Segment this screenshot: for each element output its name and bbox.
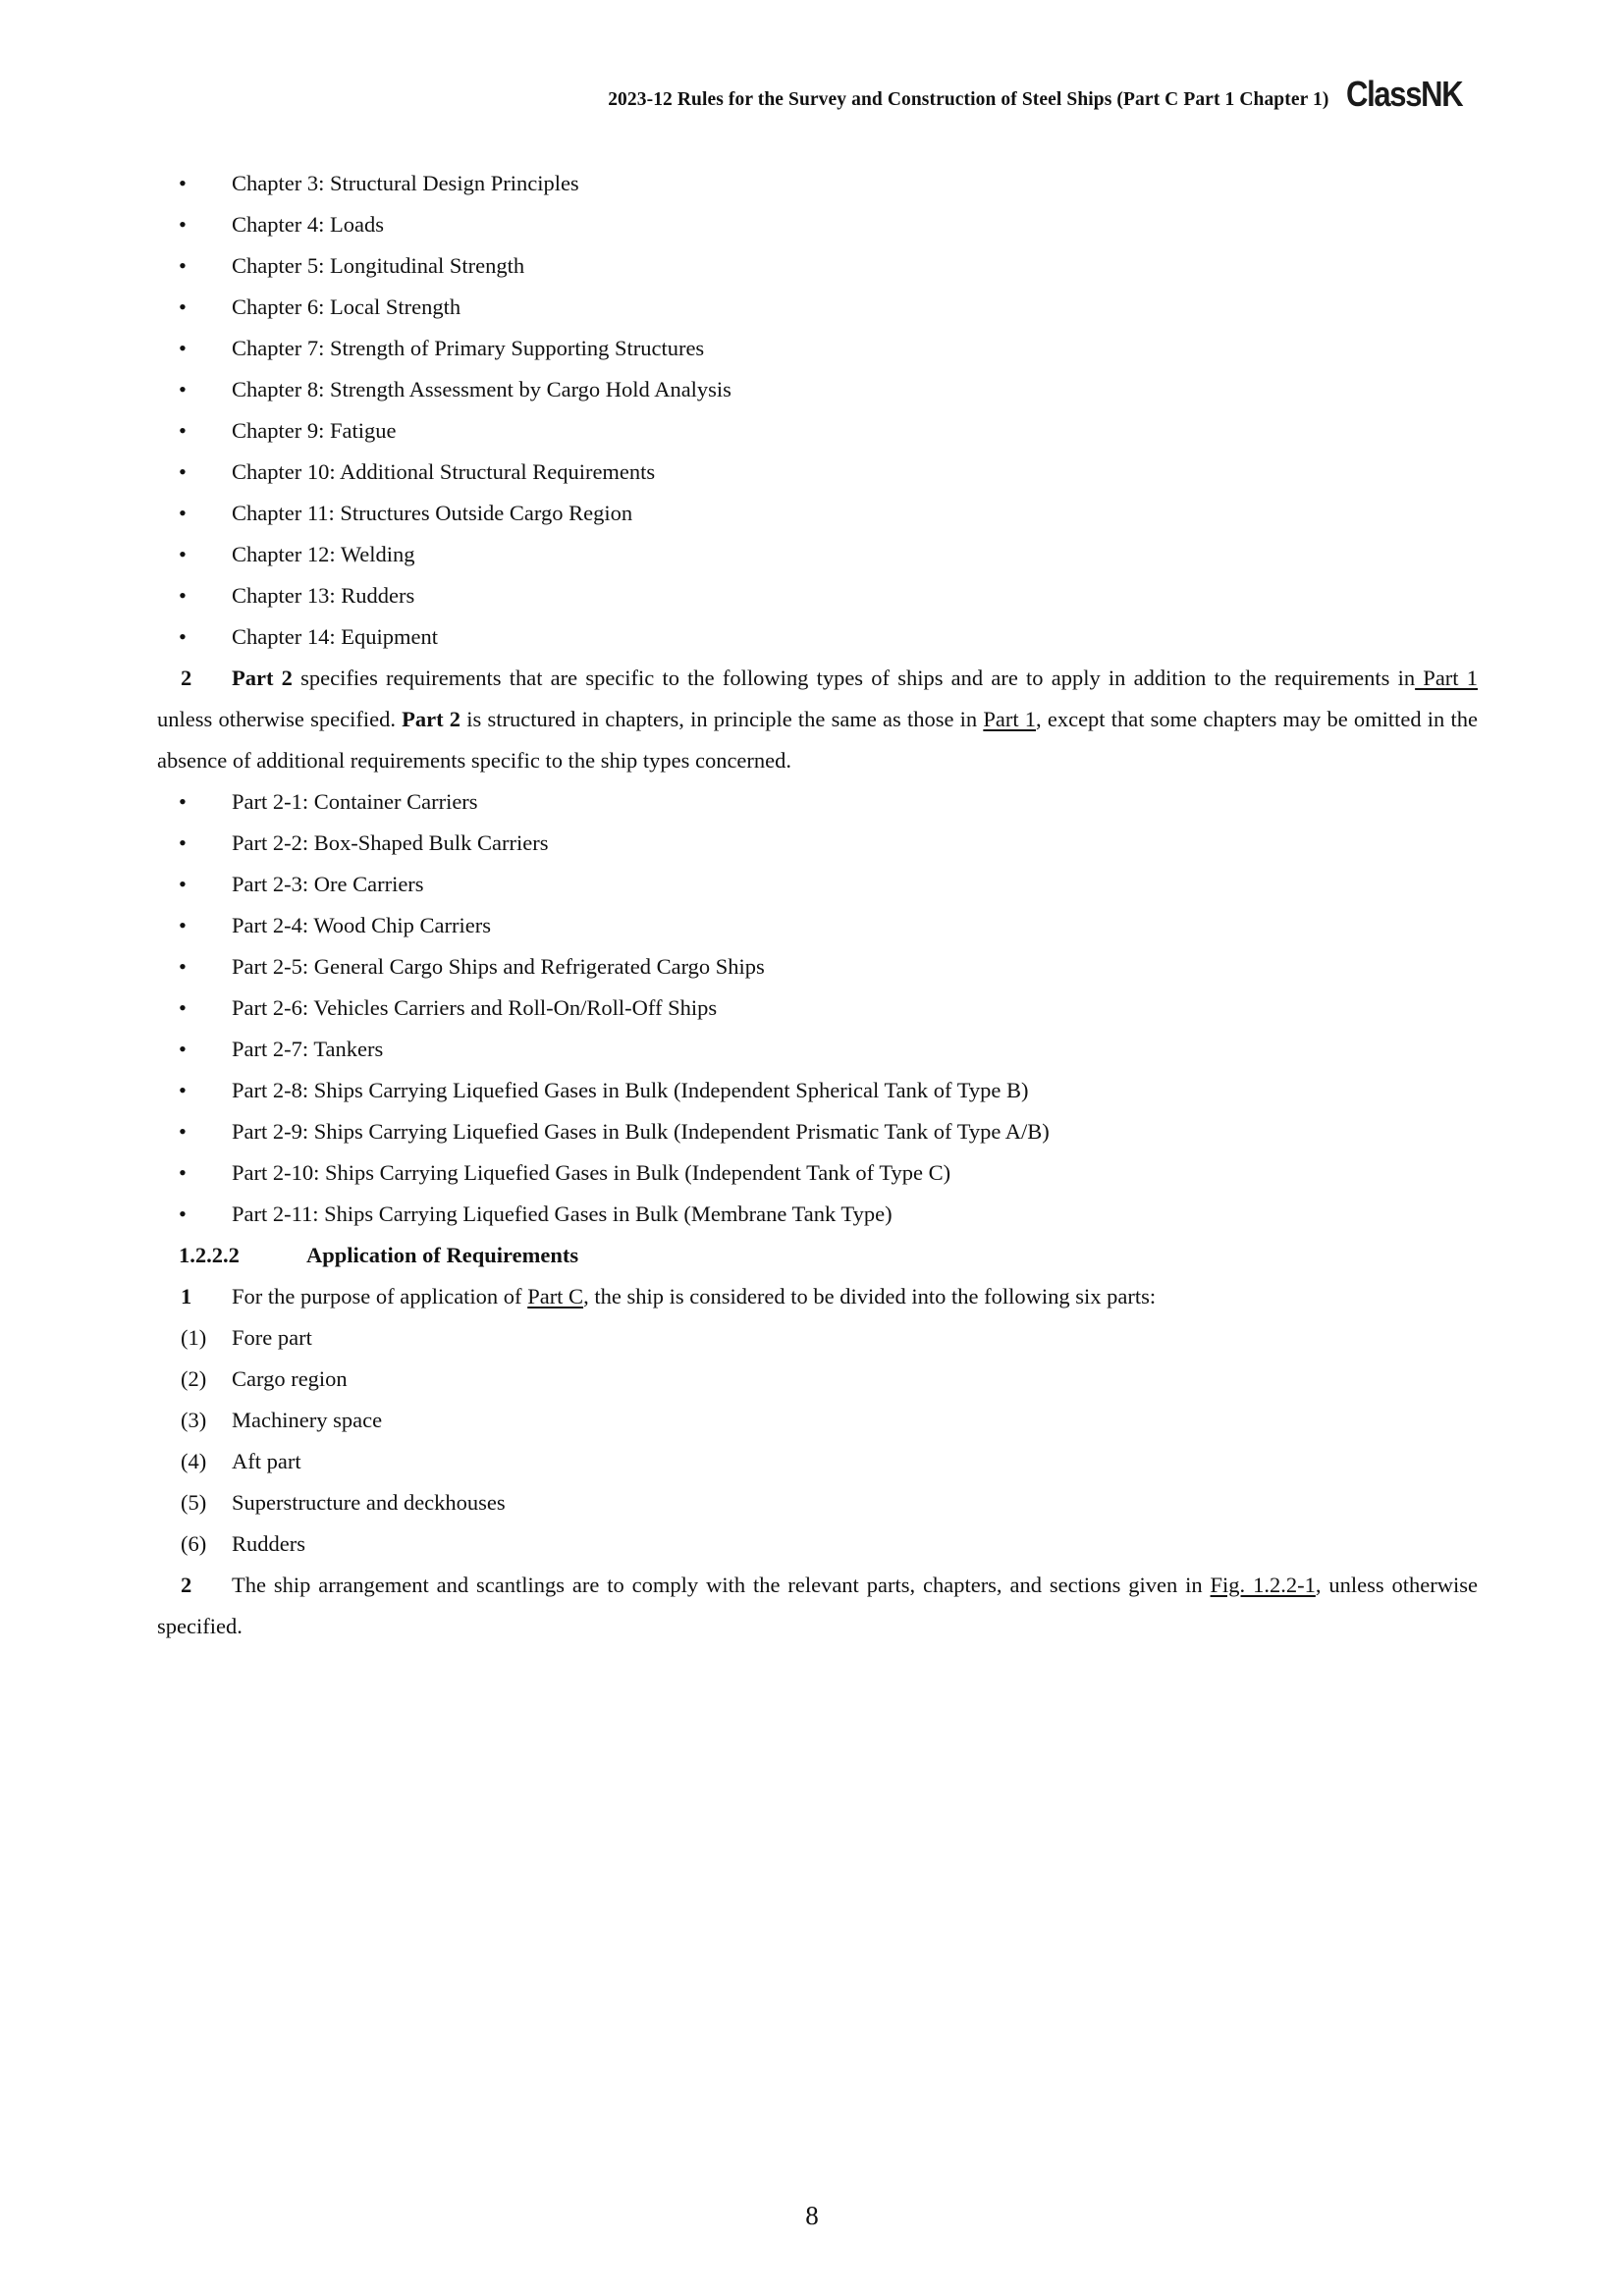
paragraph-number: 2 [181, 666, 192, 690]
paragraph-application: 1 For the purpose of application of Part C, the ship is considered to be divided into the following six parts: [157, 1276, 1478, 1317]
list-item: (4) Aft part [157, 1441, 1478, 1482]
list-item: (1) Fore part [157, 1317, 1478, 1359]
item-label: (2) [181, 1366, 207, 1391]
list-item: • Part 2-3: Ore Carriers [157, 864, 1478, 905]
bullet: • [179, 954, 187, 979]
bullet: • [179, 501, 187, 525]
link-part-c[interactable]: Part C [527, 1284, 584, 1308]
bullet: • [179, 995, 187, 1020]
list-item: • Chapter 4: Loads [157, 204, 1478, 245]
list-item: • Part 2-10: Ships Carrying Liquefied Gases in Bulk (Independent Tank of Type C) [157, 1152, 1478, 1194]
item-label: (3) [181, 1408, 207, 1432]
list-item: • Part 2-5: General Cargo Ships and Refrigerated Cargo Ships [157, 946, 1478, 988]
section-number: 1.2.2.2 [179, 1243, 240, 1267]
item-label: (4) [181, 1449, 207, 1473]
item-label: (6) [181, 1531, 207, 1556]
paragraph-number: 2 [181, 1573, 192, 1597]
list-item: • Chapter 6: Local Strength [157, 287, 1478, 328]
bullet: • [179, 294, 187, 319]
list-item: (5) Superstructure and deckhouses [157, 1482, 1478, 1523]
list-item: • Part 2-11: Ships Carrying Liquefied Gases in Bulk (Membrane Tank Type) [157, 1194, 1478, 1235]
list-item: • Chapter 5: Longitudinal Strength [157, 245, 1478, 287]
bullet: • [179, 171, 187, 195]
bullet: • [179, 624, 187, 649]
list-item: • Part 2-2: Box-Shaped Bulk Carriers [157, 823, 1478, 864]
list-item: • Chapter 8: Strength Assessment by Cargo Hold Analysis [157, 369, 1478, 410]
paragraph-part2: 2 Part 2 specifies requirements that are specific to the following types of ships and are to apply in addition to the requirements in Part 1 unless otherwise specified. Part 2 is structured in chapters, in principle the same as those in Part 1, except that some chapters may be omitted in the absence of additional requirements specific to the ship types concerned. [157, 658, 1478, 781]
link-part-1[interactable]: Part 1 [983, 707, 1037, 731]
list-item: • Part 2-1: Container Carriers [157, 781, 1478, 823]
list-item: • Part 2-4: Wood Chip Carriers [157, 905, 1478, 946]
list-item: • Part 2-9: Ships Carrying Liquefied Gases in Bulk (Independent Prismatic Tank of Type A/B) [157, 1111, 1478, 1152]
bullet: • [179, 336, 187, 360]
bullet: • [179, 1078, 187, 1102]
item-label: (5) [181, 1490, 207, 1515]
classnk-logo: ClassNK [1346, 74, 1463, 114]
list-item: • Chapter 14: Equipment [157, 616, 1478, 658]
bullet: • [179, 1201, 187, 1226]
list-item: • Chapter 12: Welding [157, 534, 1478, 575]
bullet: • [179, 789, 187, 814]
list-item: • Chapter 11: Structures Outside Cargo Region [157, 493, 1478, 534]
link-part-1[interactable]: Part 1 [1415, 666, 1479, 690]
bullet: • [179, 253, 187, 278]
item-label: (1) [181, 1325, 207, 1350]
list-item: • Part 2-7: Tankers [157, 1029, 1478, 1070]
chapter-list [157, 163, 1478, 658]
bullet: • [179, 1119, 187, 1144]
page-number: 8 [805, 2201, 819, 2230]
list-item: (2) Cargo region [157, 1359, 1478, 1400]
bullet: • [179, 913, 187, 937]
paragraph-number: 1 [181, 1284, 192, 1308]
list-item: • Chapter 7: Strength of Primary Supporting Structures [157, 328, 1478, 369]
document-body [157, 163, 1478, 1647]
bullet: • [179, 872, 187, 896]
bullet: • [179, 377, 187, 401]
list-item: • Chapter 3: Structural Design Principles [157, 163, 1478, 204]
list-item: • Chapter 9: Fatigue [157, 410, 1478, 452]
page-header [608, 74, 1482, 114]
section-title: Application of Requirements [306, 1243, 579, 1267]
header-title: 2023-12 Rules for the Survey and Construction of Steel Ships (Part C Part 1 Chapter 1) [608, 89, 1329, 110]
section-heading [157, 1235, 1478, 1276]
list-item: (3) Machinery space [157, 1400, 1478, 1441]
list-item: • Part 2-8: Ships Carrying Liquefied Gases in Bulk (Independent Spherical Tank of Type B) [157, 1070, 1478, 1111]
part2-list [157, 781, 1478, 1235]
list-item: (6) Rudders [157, 1523, 1478, 1565]
list-item: • Chapter 13: Rudders [157, 575, 1478, 616]
ship-parts-list [157, 1317, 1478, 1565]
list-item: • Chapter 10: Additional Structural Requirements [157, 452, 1478, 493]
bullet: • [179, 542, 187, 566]
bullet: • [179, 583, 187, 608]
bullet: • [179, 1037, 187, 1061]
link-figure[interactable]: Fig. 1.2.2-1 [1210, 1573, 1316, 1597]
bullet: • [179, 830, 187, 855]
bullet: • [179, 459, 187, 484]
list-item: • Part 2-6: Vehicles Carriers and Roll-On/Roll-Off Ships [157, 988, 1478, 1029]
paragraph-arrangement: 2 The ship arrangement and scantlings are to comply with the relevant parts, chapters, and sections given in Fig. 1.2.2-1, unless otherwise specified. [157, 1565, 1478, 1647]
bullet: • [179, 1160, 187, 1185]
bullet: • [179, 212, 187, 237]
bullet: • [179, 418, 187, 443]
